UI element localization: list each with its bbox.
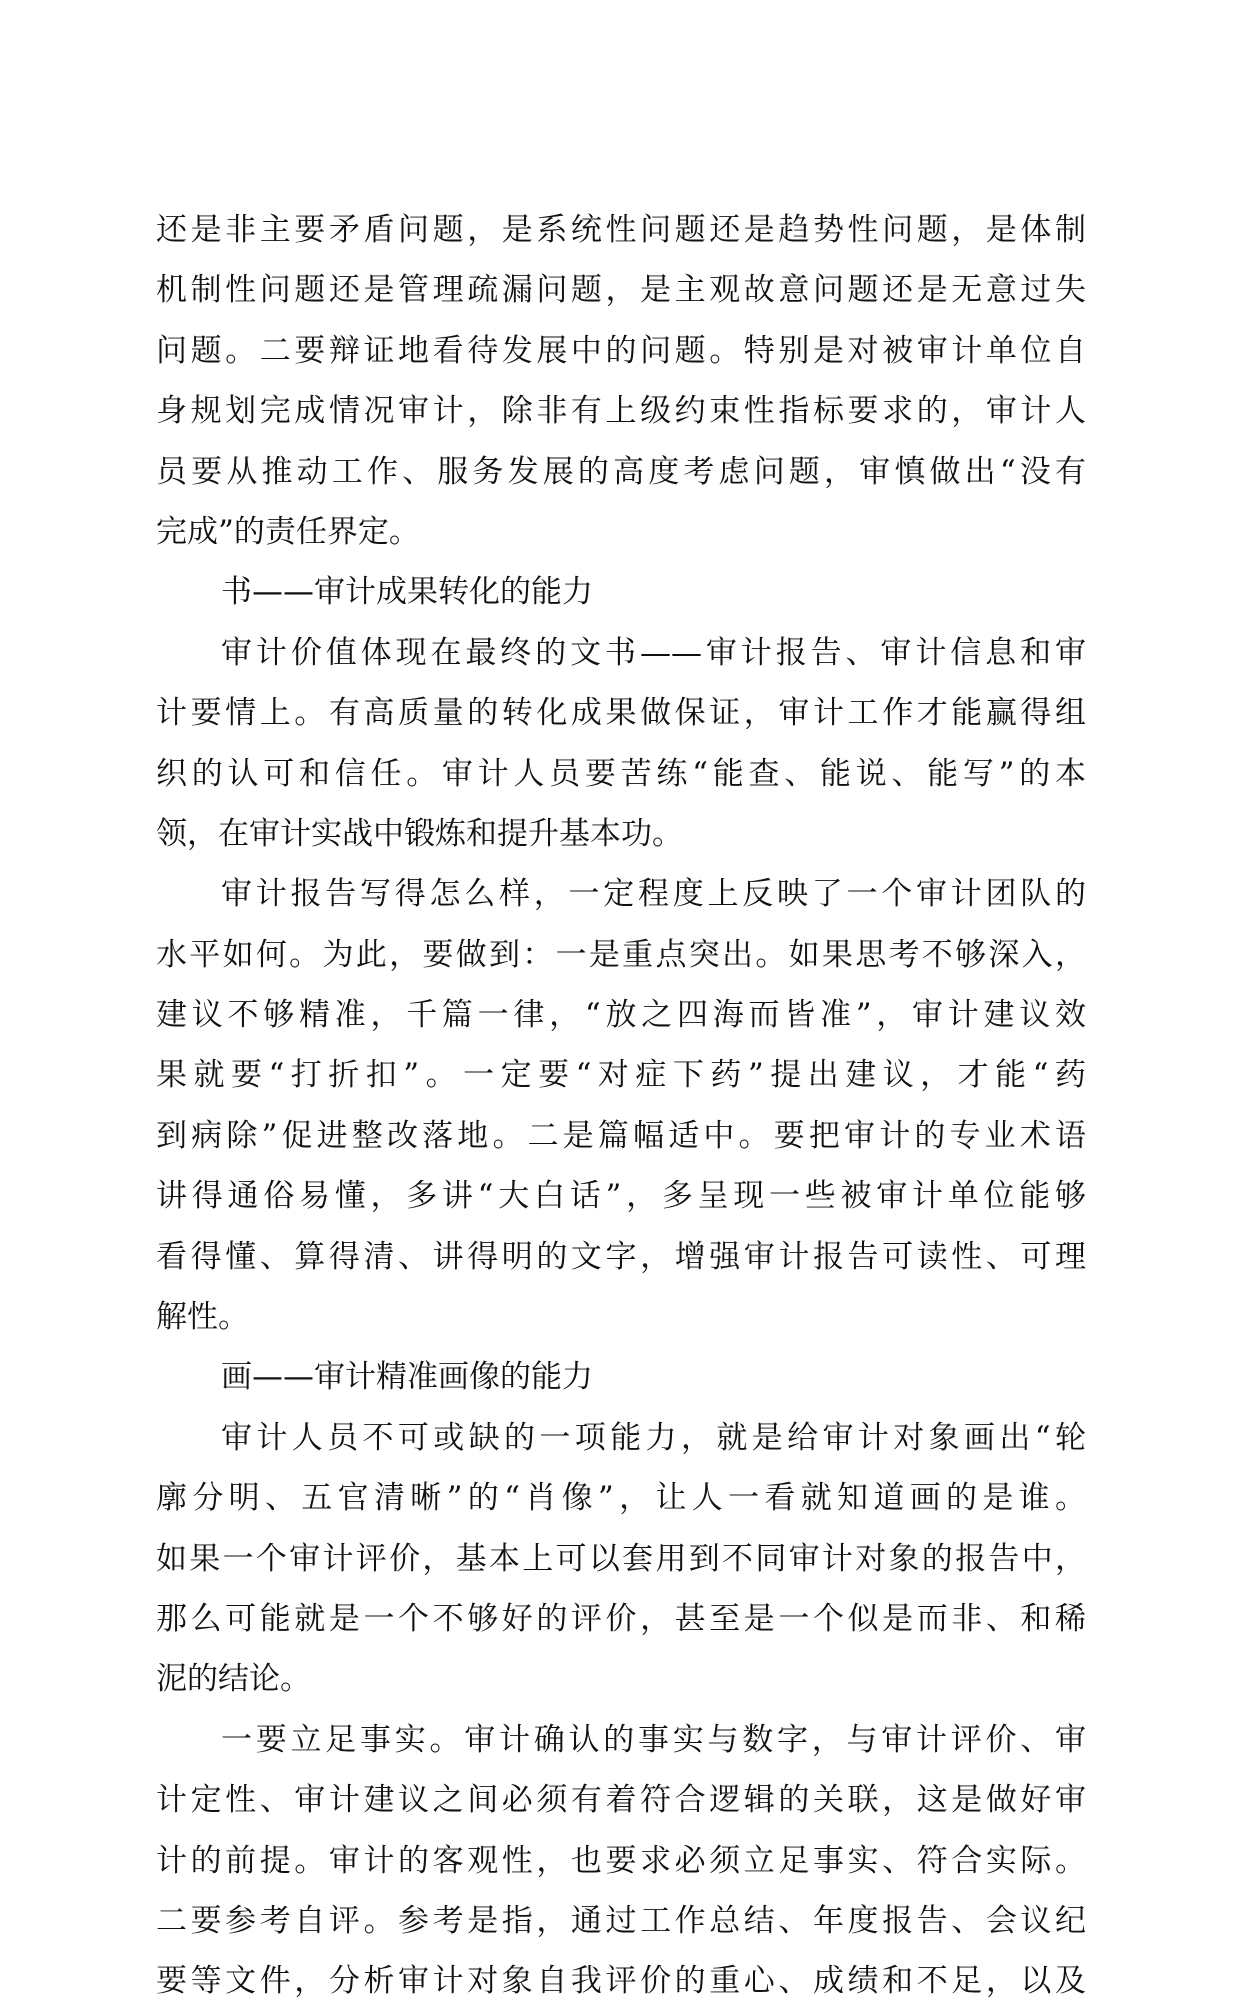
body-line: 讲得通俗易懂，多讲“大白话”，多呈现一些被审计单位能够 <box>156 1178 1086 1215</box>
body-line: 看得懂、算得清、讲得明的文字，增强审计报告可读性、可理 <box>156 1238 1086 1275</box>
paragraph-first-line: 审计人员不可或缺的一项能力，就是给审计对象画出“轮 <box>221 1419 1086 1456</box>
body-line: 二要参考自评。参考是指，通过工作总结、年度报告、会议纪 <box>156 1902 1086 1939</box>
body-line: 如果一个审计评价，基本上可以套用到不同审计对象的报告中， <box>156 1540 1086 1577</box>
body-line: 员要从推动工作、服务发展的高度考虑问题，审慎做出“没有 <box>156 453 1086 490</box>
body-line: 身规划完成情况审计，除非有上级约束性指标要求的，审计人 <box>156 393 1086 430</box>
body-line: 计定性、审计建议之间必须有着符合逻辑的关联，这是做好审 <box>156 1782 1086 1819</box>
body-line: 要等文件，分析审计对象自我评价的重心、成绩和不足，以及 <box>156 1963 1086 2000</box>
body-line: 解性。 <box>156 1299 249 1336</box>
section-heading-shu: 书——审计成果转化的能力 <box>221 574 593 611</box>
body-line: 廓分明、五官清晰”的“肖像”，让人一看就知道画的是谁。 <box>156 1480 1086 1517</box>
body-line: 水平如何。为此，要做到：一是重点突出。如果思考不够深入， <box>156 936 1086 973</box>
document-body <box>156 200 1086 2012</box>
section-heading-hua: 画——审计精准画像的能力 <box>221 1359 593 1396</box>
body-line: 到病除”促进整改落地。二是篇幅适中。要把审计的专业术语 <box>156 1117 1086 1154</box>
body-line: 那么可能就是一个不够好的评价，甚至是一个似是而非、和稀 <box>156 1600 1086 1637</box>
paragraph-first-line: 一要立足事实。审计确认的事实与数字，与审计评价、审 <box>221 1721 1086 1758</box>
body-line: 计的前提。审计的客观性，也要求必须立足事实、符合实际。 <box>156 1842 1086 1879</box>
body-line: 织的认可和信任。审计人员要苦练“能查、能说、能写”的本 <box>156 755 1086 792</box>
body-line: 机制性问题还是管理疏漏问题，是主观故意问题还是无意过失 <box>156 272 1086 309</box>
body-line: 领，在审计实战中锻炼和提升基本功。 <box>156 815 683 852</box>
body-line: 问题。二要辩证地看待发展中的问题。特别是对被审计单位自 <box>156 332 1086 369</box>
body-line: 果就要“打折扣”。一定要“对症下药”提出建议，才能“药 <box>156 1057 1086 1094</box>
body-line: 建议不够精准，千篇一律，“放之四海而皆准”，审计建议效 <box>156 997 1086 1034</box>
body-line: 还是非主要矛盾问题，是系统性问题还是趋势性问题，是体制 <box>156 212 1086 248</box>
body-line: 计要情上。有高质量的转化成果做保证，审计工作才能赢得组 <box>156 695 1086 732</box>
body-line: 泥的结论。 <box>156 1661 311 1698</box>
paragraph-first-line: 审计价值体现在最终的文书——审计报告、审计信息和审 <box>221 634 1086 671</box>
body-line: 完成”的责任界定。 <box>156 513 420 550</box>
paragraph-first-line: 审计报告写得怎么样，一定程度上反映了一个审计团队的 <box>221 876 1086 913</box>
